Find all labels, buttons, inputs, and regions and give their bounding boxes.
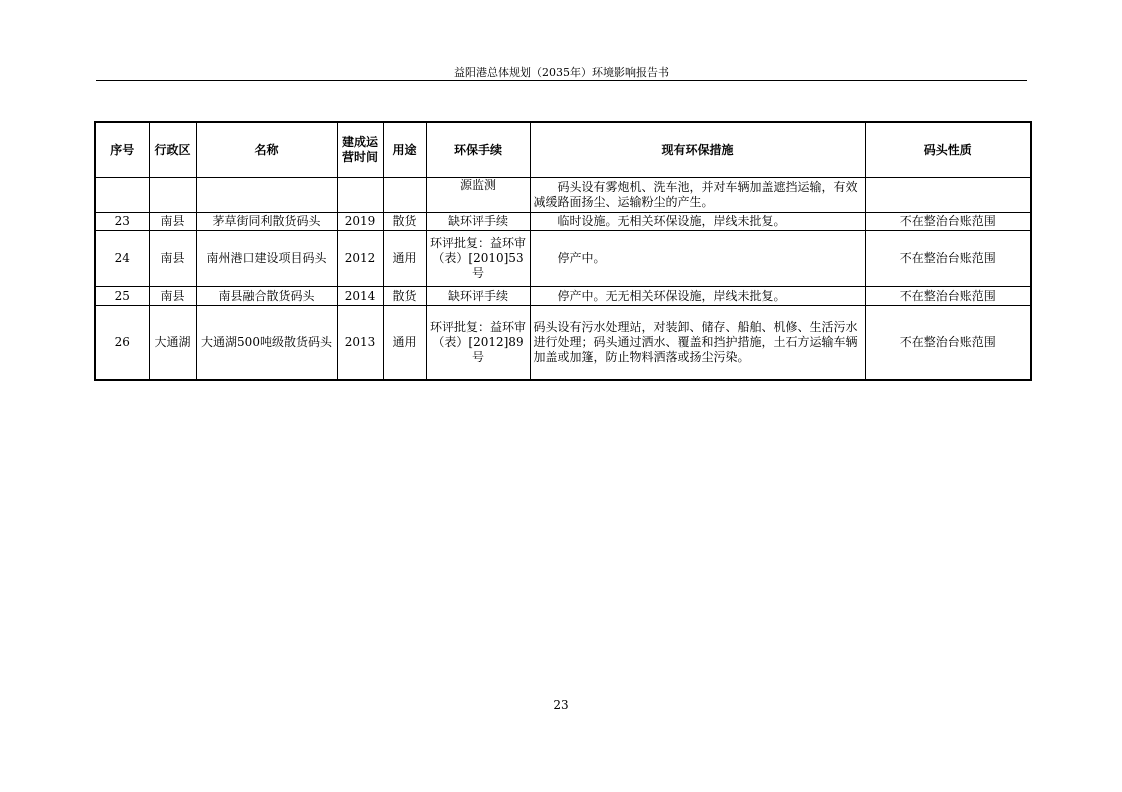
table-row — [95, 287, 1031, 306]
cell-procedure: 缺环评手续 — [426, 213, 530, 231]
table-row-continuation — [95, 178, 1031, 213]
cell-empty — [383, 178, 426, 213]
cell-year: 2013 — [337, 306, 383, 380]
wharf-table — [94, 121, 1032, 381]
cell-measures: 码头设有污水处理站，对装卸、储存、船舶、机修、生活污水进行处理；码头通过洒水、覆盖和挡护措施，土石方运输车辆加盖或加篷，防止物料洒落或扬尘污染。 — [530, 306, 865, 380]
cell-district: 南县 — [149, 287, 196, 306]
page-number: 23 — [553, 698, 569, 712]
col-header-district: 行政区 — [149, 122, 196, 178]
cell-district: 南县 — [149, 231, 196, 287]
cell-no: 24 — [95, 231, 149, 287]
col-header-year: 建成运营时间 — [337, 122, 383, 178]
cell-measures: 码头设有雾炮机、洗车池，并对车辆加盖遮挡运输，有效减缓路面扬尘、运输粉尘的产生。 — [530, 178, 865, 213]
cell-empty — [95, 178, 149, 213]
cell-empty — [149, 178, 196, 213]
col-header-name: 名称 — [196, 122, 337, 178]
document-header-title: 益阳港总体规划（2035年）环境影响报告书 — [454, 66, 669, 79]
table-header-row — [95, 122, 1031, 178]
cell-name: 茅草街同利散货码头 — [196, 213, 337, 231]
cell-nature: 不在整治台账范围 — [865, 213, 1031, 231]
cell-procedure: 源监测 — [426, 178, 530, 213]
cell-measures: 临时设施。无相关环保设施，岸线未批复。 — [530, 213, 865, 231]
cell-no: 26 — [95, 306, 149, 380]
table-row — [95, 231, 1031, 287]
cell-empty — [865, 178, 1031, 213]
col-header-use: 用途 — [383, 122, 426, 178]
cell-procedure: 环评批复：益环审（表）[2012]89号 — [426, 306, 530, 380]
cell-measures: 停产中。无无相关环保设施，岸线未批复。 — [530, 287, 865, 306]
table-row — [95, 306, 1031, 380]
cell-measures: 停产中。 — [530, 231, 865, 287]
col-header-procedure: 环保手续 — [426, 122, 530, 178]
cell-no: 23 — [95, 213, 149, 231]
cell-year: 2019 — [337, 213, 383, 231]
cell-nature: 不在整治台账范围 — [865, 231, 1031, 287]
cell-name: 大通湖500吨级散货码头 — [196, 306, 337, 380]
cell-use: 散货 — [383, 213, 426, 231]
cell-nature: 不在整治台账范围 — [865, 306, 1031, 380]
cell-procedure: 环评批复：益环审（表）[2010]53号 — [426, 231, 530, 287]
cell-name: 南州港口建设项目码头 — [196, 231, 337, 287]
col-header-nature: 码头性质 — [865, 122, 1031, 178]
cell-procedure: 缺环评手续 — [426, 287, 530, 306]
cell-year: 2012 — [337, 231, 383, 287]
col-header-measures: 现有环保措施 — [530, 122, 865, 178]
cell-nature: 不在整治台账范围 — [865, 287, 1031, 306]
cell-empty — [337, 178, 383, 213]
cell-empty — [196, 178, 337, 213]
col-header-no: 序号 — [95, 122, 149, 178]
cell-use: 通用 — [383, 231, 426, 287]
cell-name: 南县融合散货码头 — [196, 287, 337, 306]
cell-use: 通用 — [383, 306, 426, 380]
table-row — [95, 213, 1031, 231]
cell-district: 南县 — [149, 213, 196, 231]
cell-no: 25 — [95, 287, 149, 306]
cell-year: 2014 — [337, 287, 383, 306]
header-divider — [96, 80, 1027, 81]
cell-district: 大通湖 — [149, 306, 196, 380]
cell-use: 散货 — [383, 287, 426, 306]
